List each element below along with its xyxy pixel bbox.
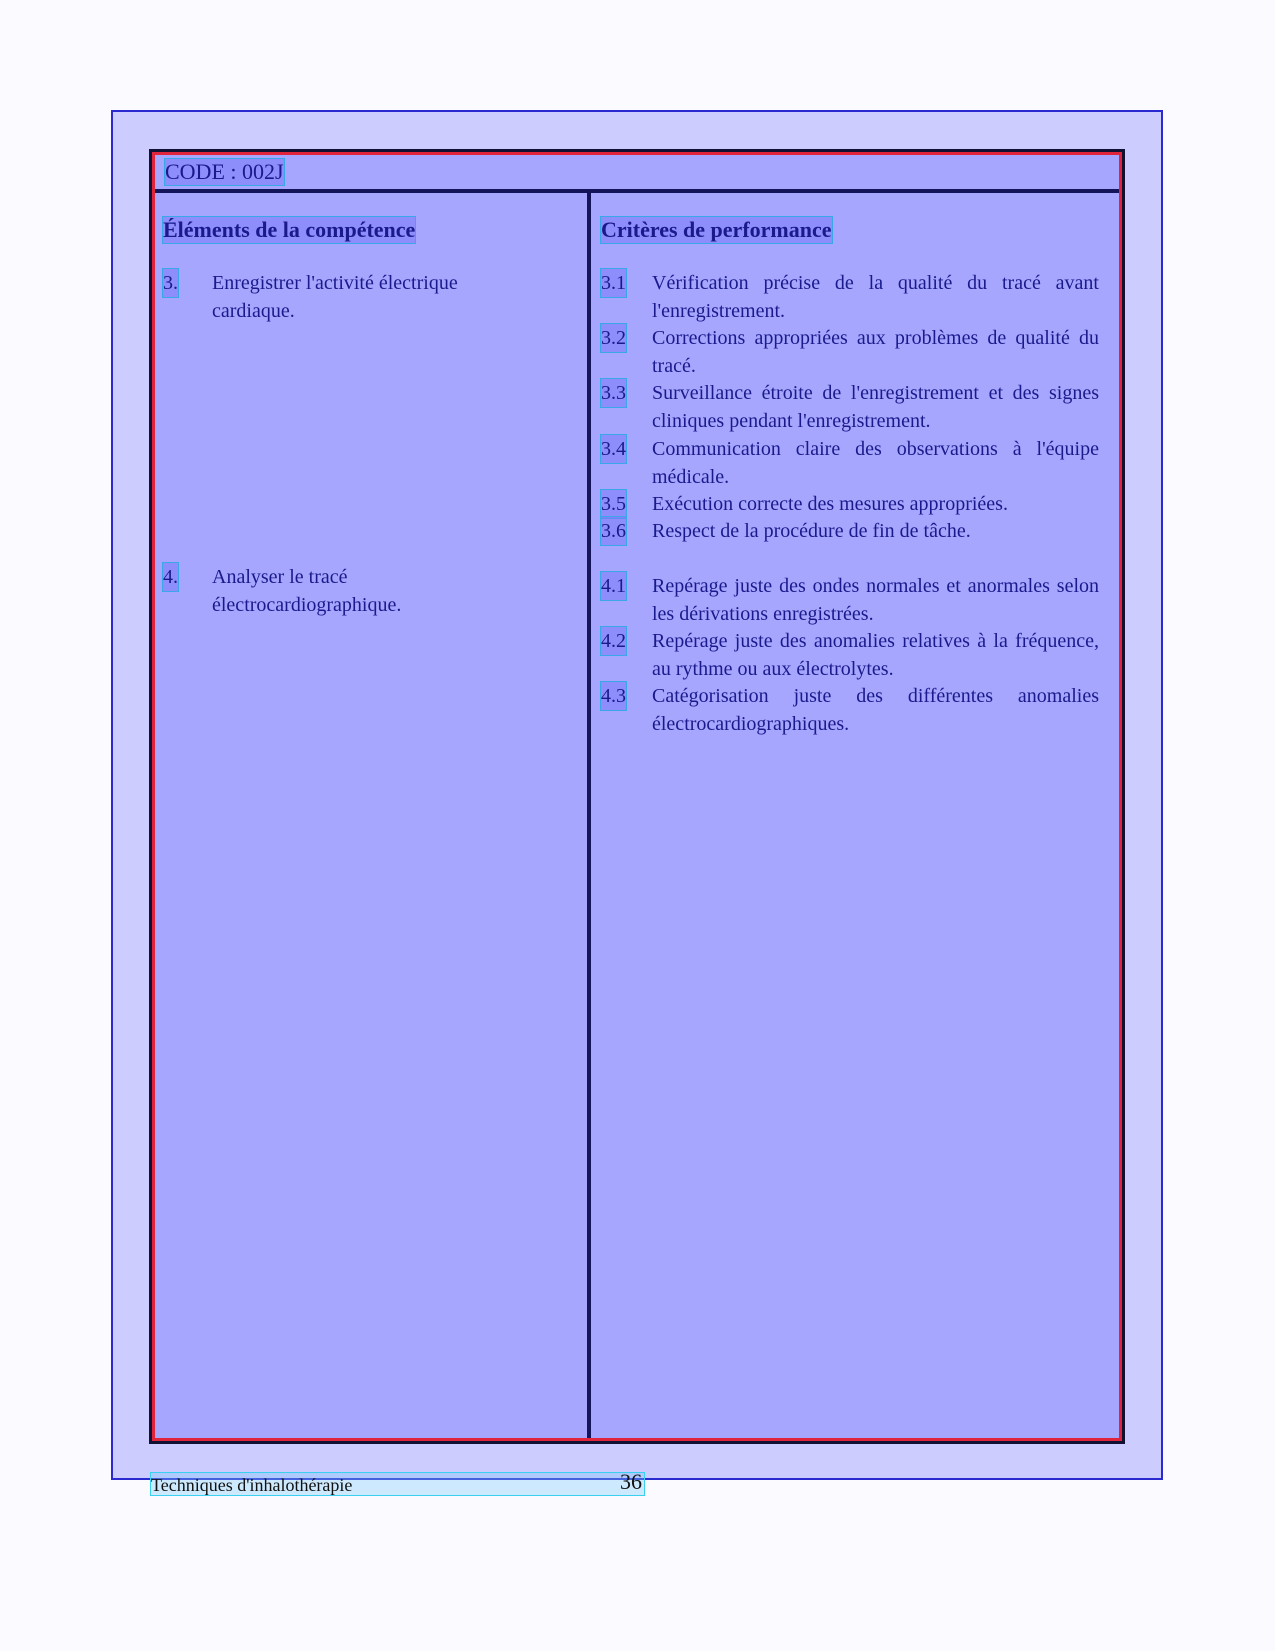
criterion-number: 3.2 [601, 324, 626, 352]
element-text: Analyser le tracé électrocardiographique. [212, 566, 402, 616]
criterion-text: Communication claire des observations à l'équipe médicale. [652, 438, 1099, 488]
criterion-text: Exécution correcte des mesures appropriées. [652, 493, 1008, 515]
page-footer [151, 1469, 644, 1495]
criterion-number: 4.2 [601, 627, 626, 655]
element-number: 4. [163, 563, 178, 591]
page-number: 36 [620, 1469, 642, 1494]
criterion-text: Respect de la procédure de fin de tâche. [652, 520, 971, 542]
criterion-text: Repérage juste des anomalies relatives à la fréquence, au rythme ou aux électrolytes. [652, 630, 1099, 680]
criterion-text: Repérage juste des ondes normales et anormales selon les dérivations enregistrées. [652, 575, 1099, 625]
criterion-number: 3.3 [601, 379, 626, 407]
elements-heading: Éléments de la compétence [163, 217, 416, 242]
criterion-number: 3.1 [601, 269, 626, 297]
criterion-number: 4.3 [601, 682, 626, 710]
code-row [155, 155, 1119, 193]
criterion-text: Catégorisation juste des différentes anomalies électrocardiographiques. [652, 685, 1099, 735]
criterion-text: Corrections appropriées aux problèmes de qualité du tracé. [652, 327, 1099, 377]
criterion-text: Vérification précise de la qualité du tracé avant l'enregistrement. [652, 272, 1099, 322]
competency-table [149, 149, 1125, 1444]
elements-column [155, 193, 587, 1438]
element-item [163, 269, 583, 325]
criterion-text: Surveillance étroite de l'enregistrement et des signes cliniques pendant l'enregistrement. [652, 382, 1099, 432]
code-label: CODE : 002J [165, 159, 284, 184]
element-text: Enregistrer l'activité électrique cardiaque. [212, 272, 458, 322]
criteria-heading: Critères de performance [601, 217, 832, 242]
element-item [163, 563, 583, 619]
criterion-number: 4.1 [601, 572, 626, 600]
criterion-number: 3.6 [601, 517, 626, 545]
criterion-number: 3.5 [601, 490, 626, 518]
program-name: Techniques d'inhalothérapie [151, 1475, 353, 1495]
criteria-column [591, 193, 1119, 1438]
criterion-number: 3.4 [601, 435, 626, 463]
element-number: 3. [163, 269, 178, 297]
